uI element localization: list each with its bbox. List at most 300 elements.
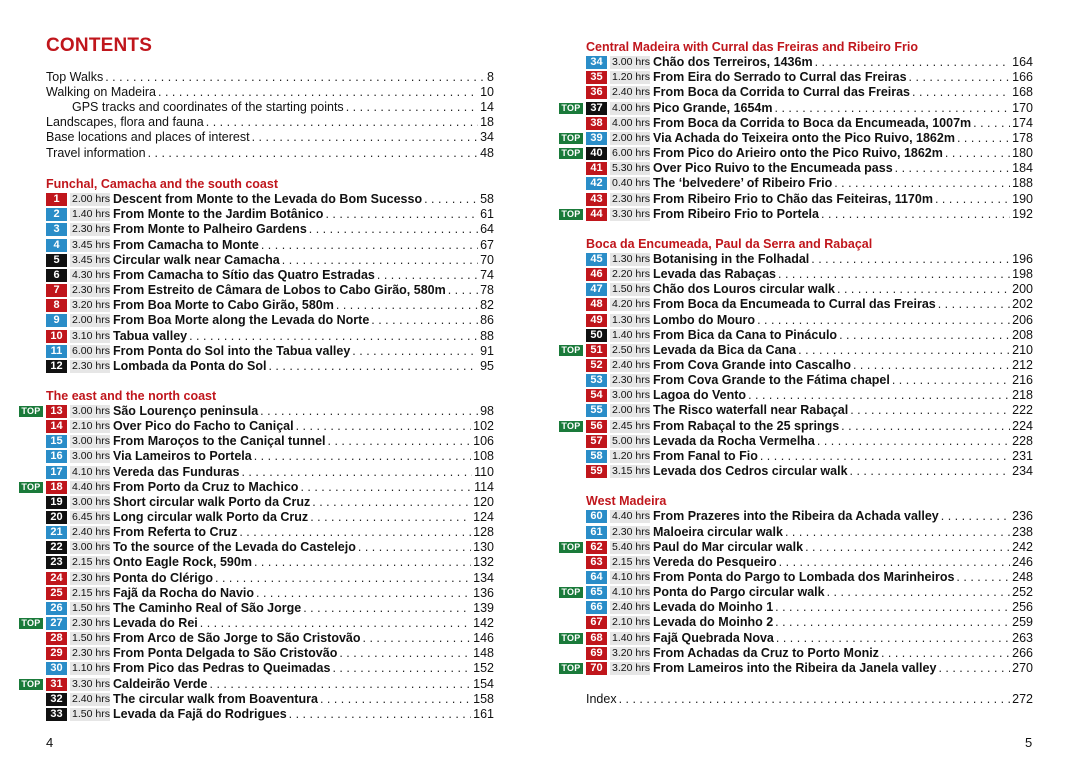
walk-number-badge: 38 <box>586 117 607 130</box>
walk-number-badge: 40 <box>586 147 607 160</box>
contents-entry[interactable] <box>46 146 494 161</box>
walk-page-number: 198 <box>1012 267 1033 282</box>
walk-number-badge: 42 <box>586 177 607 190</box>
walk-title: Botanising in the Folhadal <box>653 251 810 266</box>
walk-entry[interactable] <box>46 646 494 661</box>
walk-entry[interactable] <box>46 495 494 510</box>
walk-number-badge: 64 <box>586 571 607 584</box>
walk-title: Vereda do Pesqueiro <box>653 554 777 569</box>
walk-entry[interactable] <box>46 571 494 586</box>
walk-number-badge: 48 <box>586 298 607 311</box>
walk-entry[interactable] <box>46 268 494 283</box>
dot-leader <box>320 692 471 707</box>
walk-duration: 2.30 hrs <box>72 647 110 660</box>
contents-entry-page: 14 <box>480 100 494 115</box>
dot-leader <box>798 343 1010 358</box>
walk-entry[interactable] <box>46 661 494 676</box>
walk-entry[interactable] <box>586 176 1033 191</box>
dot-leader <box>358 540 471 555</box>
contents-entry-title: Landscapes, flora and fauna <box>46 115 204 130</box>
dot-leader <box>817 434 1010 449</box>
walk-title: Chão dos Louros circular walk <box>653 282 835 297</box>
walk-duration: 3.20 hrs <box>612 646 650 659</box>
walk-entry[interactable] <box>586 631 1033 646</box>
dot-leader <box>289 707 471 722</box>
walk-page-number: 120 <box>473 494 494 509</box>
walk-page-number: 154 <box>473 676 494 691</box>
dot-leader <box>339 646 471 661</box>
walk-title: Levada da Rocha Vermelha <box>653 433 815 448</box>
dot-leader <box>938 297 1010 312</box>
walk-number-badge: 13 <box>46 405 67 418</box>
walk-duration: 3.00 hrs <box>72 495 110 508</box>
walk-entry[interactable] <box>586 146 1033 161</box>
walk-entry[interactable] <box>46 631 494 646</box>
walk-duration: 2.30 hrs <box>72 617 110 629</box>
dot-leader <box>328 434 472 449</box>
walk-title: From Pico do Arieiro onto the Pico Ruivo, 1862m <box>653 146 943 161</box>
walk-entry[interactable] <box>586 646 1033 661</box>
walk-title: From Porto da Cruz to Machico <box>113 479 299 494</box>
walk-duration: 2.00 hrs <box>612 404 650 417</box>
walk-entry[interactable] <box>586 525 1033 540</box>
walk-entry[interactable] <box>46 298 494 313</box>
walk-page-number: 70 <box>480 252 494 267</box>
walk-entry[interactable] <box>586 555 1033 570</box>
walk-page-number: 184 <box>1012 161 1033 176</box>
walk-page-number: 236 <box>1012 509 1033 524</box>
walk-entry[interactable] <box>586 570 1033 585</box>
walk-duration: 2.45 hrs <box>612 419 650 432</box>
walk-entry[interactable] <box>586 661 1033 676</box>
dot-leader <box>619 692 1011 707</box>
dot-leader <box>935 192 1010 207</box>
walk-page-number: 202 <box>1012 297 1033 312</box>
walk-title: From Boca da Corrida to Boca da Encumeada, 1007m <box>653 115 972 130</box>
top-walk-badge: TOP <box>559 663 583 674</box>
walk-duration: 2.10 hrs <box>612 616 650 629</box>
walk-entry[interactable] <box>586 101 1033 116</box>
walk-number-badge: 70 <box>586 662 607 675</box>
walk-entry[interactable] <box>586 282 1033 297</box>
walk-number-badge: 54 <box>586 389 607 402</box>
walk-number-badge: 49 <box>586 314 607 327</box>
walk-duration: 2.30 hrs <box>612 525 650 538</box>
walk-duration: 3.45 hrs <box>72 253 110 266</box>
dot-leader <box>268 359 478 374</box>
top-walk-badge: TOP <box>559 133 583 144</box>
top-walk-badge: TOP <box>559 633 583 644</box>
walk-number-badge: 62 <box>586 541 607 554</box>
walk-page-number: 196 <box>1012 251 1033 266</box>
dot-leader <box>254 449 471 464</box>
contents-entry-title: Walking on Madeira <box>46 85 157 100</box>
walk-number-badge: 15 <box>46 435 67 448</box>
walk-duration: 2.15 hrs <box>72 586 110 599</box>
walk-duration: 3.10 hrs <box>72 329 110 342</box>
contents-entry[interactable] <box>46 130 494 145</box>
page-number: 5 <box>1025 735 1033 750</box>
walk-number-badge: 5 <box>46 254 67 267</box>
walk-duration: 2.50 hrs <box>612 343 650 356</box>
walk-entry[interactable] <box>46 434 494 449</box>
walk-number-badge: 6 <box>46 269 67 282</box>
top-walk-badge: TOP <box>559 209 583 220</box>
dot-leader <box>282 253 478 268</box>
walk-title: From Ponta do Pargo to Lombada dos Marinheiros <box>653 569 955 584</box>
dot-leader <box>346 100 478 115</box>
walk-entry[interactable] <box>46 525 494 540</box>
walk-entry[interactable] <box>46 192 494 207</box>
walk-title: From Ribeiro Frio to Chão das Feiteiras, 1170m <box>653 191 933 206</box>
walk-title: From Boa Morte along the Levada do Norte <box>113 313 370 328</box>
walk-entry[interactable] <box>46 313 494 328</box>
walk-page-number: 242 <box>1012 539 1033 554</box>
walk-number-badge: 2 <box>46 208 67 221</box>
dot-leader <box>256 586 471 601</box>
walk-duration: 2.40 hrs <box>612 601 650 614</box>
walk-number-badge: 69 <box>586 647 607 660</box>
walk-number-badge: 19 <box>46 496 67 509</box>
walk-entry[interactable] <box>586 131 1033 146</box>
contents-entry-title: Travel information <box>46 145 146 160</box>
walk-title: From Monte to the Jardim Botânico <box>113 207 324 222</box>
walk-number-badge: 11 <box>46 345 67 358</box>
contents-entry-title: Top Walks <box>46 70 104 84</box>
dot-leader <box>775 615 1010 630</box>
walk-page-number: 180 <box>1012 146 1033 161</box>
walk-entry[interactable] <box>586 313 1033 328</box>
walk-title: From Bica da Cana to Pináculo <box>653 327 838 342</box>
walk-number-badge: 32 <box>46 693 67 706</box>
contents-entry[interactable] <box>72 100 494 115</box>
section-heading: Boca da Encumeada, Paul da Serra and Rabaçal <box>586 236 873 251</box>
dot-leader <box>215 571 471 586</box>
index-entry[interactable] <box>586 692 1033 707</box>
walk-title: Lombada da Ponta do Sol <box>113 358 267 373</box>
walk-entry[interactable] <box>586 70 1033 85</box>
walk-title: Ponta do Clérigo <box>113 570 213 585</box>
walk-title: The circular walk from Boaventura <box>113 691 318 706</box>
dot-leader <box>424 192 478 207</box>
dot-leader <box>827 585 1011 600</box>
walk-duration: 6.45 hrs <box>72 510 110 523</box>
dot-leader <box>941 509 1010 524</box>
walk-page-number: 168 <box>1012 85 1033 100</box>
walk-entry[interactable] <box>46 283 494 298</box>
walk-title: Fajã da Rocha do Navio <box>113 585 255 600</box>
walk-entry[interactable] <box>46 510 494 525</box>
walk-duration: 6.00 hrs <box>612 147 650 160</box>
top-walk-badge: TOP <box>19 618 43 629</box>
walk-number-badge: 17 <box>46 466 67 479</box>
walk-entry[interactable] <box>586 419 1033 434</box>
dot-leader <box>805 540 1010 555</box>
walk-entry[interactable] <box>586 297 1033 312</box>
dot-leader <box>206 115 478 130</box>
walk-entry[interactable] <box>586 403 1033 418</box>
walk-duration: 3.20 hrs <box>72 299 110 312</box>
dot-leader <box>239 525 471 540</box>
walk-entry[interactable] <box>46 692 494 707</box>
walk-entry[interactable] <box>586 267 1033 282</box>
walk-entry[interactable] <box>586 509 1033 524</box>
walk-page-number: 128 <box>473 525 494 540</box>
dot-leader <box>757 313 1010 328</box>
walk-entry[interactable] <box>46 555 494 570</box>
walk-number-badge: 52 <box>586 359 607 372</box>
walk-title: The Risco waterfall near Rabaçal <box>653 403 849 418</box>
walk-title: From Camacha to Sítio das Quatro Estradas <box>113 267 375 282</box>
walk-entry[interactable] <box>586 55 1033 70</box>
walk-number-badge: 65 <box>586 586 607 599</box>
walk-entry[interactable] <box>46 586 494 601</box>
walk-number-badge: 23 <box>46 556 67 569</box>
walk-title: From Monte to Palheiro Gardens <box>113 222 307 237</box>
walk-entry[interactable] <box>586 540 1033 555</box>
walk-entry[interactable] <box>586 388 1033 403</box>
walk-entry[interactable] <box>586 192 1033 207</box>
dot-leader <box>336 298 478 313</box>
walk-entry[interactable] <box>46 480 494 495</box>
walk-duration: 1.40 hrs <box>612 328 650 341</box>
walk-number-badge: 59 <box>586 465 607 478</box>
walk-page-number: 74 <box>480 267 494 282</box>
walk-duration: 2.10 hrs <box>72 420 110 433</box>
walk-number-badge: 22 <box>46 541 67 554</box>
walk-entry[interactable] <box>586 449 1033 464</box>
walk-number-badge: 46 <box>586 268 607 281</box>
dot-leader <box>957 131 1010 146</box>
contents-entry[interactable] <box>46 115 494 130</box>
walk-duration: 2.00 hrs <box>72 193 110 206</box>
walk-duration: 2.40 hrs <box>612 86 650 99</box>
contents-entry-page: 8 <box>487 70 494 84</box>
walk-duration: 1.50 hrs <box>72 632 110 645</box>
walk-page-number: 188 <box>1012 176 1033 191</box>
walk-entry[interactable] <box>46 359 494 374</box>
walk-duration: 4.00 hrs <box>612 116 650 129</box>
walk-number-badge: 20 <box>46 511 67 524</box>
walk-page-number: 216 <box>1012 373 1033 388</box>
walk-duration: 4.10 hrs <box>72 465 110 478</box>
walk-page-number: 208 <box>1012 327 1033 342</box>
walk-number-badge: 41 <box>586 162 607 175</box>
contents-entry-page: 18 <box>480 115 494 130</box>
walk-entry[interactable] <box>586 585 1033 600</box>
walk-duration: 3.00 hrs <box>612 389 650 402</box>
walk-page-number: 98 <box>480 403 494 418</box>
walk-duration: 2.15 hrs <box>72 556 110 569</box>
walk-duration: 3.30 hrs <box>72 677 110 690</box>
walk-page-number: 231 <box>1012 448 1033 463</box>
dot-leader <box>260 404 478 419</box>
index-page: 272 <box>1012 692 1033 706</box>
walk-page-number: 136 <box>473 585 494 600</box>
walk-title: Caldeirão Verde <box>113 676 208 691</box>
walk-duration: 4.40 hrs <box>612 510 650 523</box>
walk-page-number: 224 <box>1012 418 1033 433</box>
walk-duration: 3.00 hrs <box>72 450 110 463</box>
dot-leader <box>200 616 471 631</box>
dot-leader <box>776 631 1010 646</box>
walk-entry[interactable] <box>46 253 494 268</box>
walk-page-number: 106 <box>473 434 494 449</box>
walk-page-number: 142 <box>473 616 494 630</box>
dot-leader <box>241 465 472 480</box>
dot-leader <box>850 403 1010 418</box>
walk-number-badge: 35 <box>586 71 607 84</box>
walk-entry[interactable] <box>586 434 1033 449</box>
dot-leader <box>189 329 478 344</box>
walk-title: Circular walk near Camacha <box>113 252 280 267</box>
walk-page-number: 152 <box>473 661 494 676</box>
walk-entry[interactable] <box>586 85 1033 100</box>
walk-title: From Rabaçal to the 25 springs <box>653 418 840 433</box>
walk-duration: 1.20 hrs <box>612 71 650 84</box>
walk-entry[interactable] <box>586 464 1033 479</box>
walk-entry[interactable] <box>46 601 494 616</box>
walk-duration: 3.30 hrs <box>612 207 650 220</box>
walk-title: From Ribeiro Frio to Portela <box>653 206 819 221</box>
walk-entry[interactable] <box>586 373 1033 388</box>
walk-number-badge: 51 <box>586 344 607 357</box>
walk-number-badge: 8 <box>46 299 67 312</box>
contents-entry[interactable] <box>46 85 494 100</box>
walk-entry[interactable] <box>586 358 1033 373</box>
walk-entry[interactable] <box>46 616 494 631</box>
walk-number-badge: 37 <box>586 102 607 115</box>
dot-leader <box>821 207 1010 222</box>
walk-number-badge: 33 <box>46 708 67 721</box>
walk-title: From Boca da Corrida to Curral das Freiras <box>653 85 911 100</box>
walk-title: Lagoa do Vento <box>653 388 747 403</box>
walk-entry[interactable] <box>46 329 494 344</box>
walk-entry[interactable] <box>46 404 494 419</box>
walk-entry[interactable] <box>586 116 1033 131</box>
walk-page-number: 132 <box>473 555 494 570</box>
dot-leader <box>300 480 472 495</box>
walk-page-number: 234 <box>1012 464 1033 479</box>
walk-entry[interactable] <box>46 222 494 237</box>
top-walk-badge: TOP <box>559 542 583 553</box>
walk-entry[interactable] <box>46 344 494 359</box>
walk-entry[interactable] <box>46 465 494 480</box>
walk-entry[interactable] <box>586 161 1033 176</box>
walk-duration: 5.30 hrs <box>612 162 650 175</box>
dot-leader <box>839 328 1010 343</box>
walk-page-number: 252 <box>1012 585 1033 600</box>
walk-number-badge: 47 <box>586 283 607 296</box>
walk-number-badge: 1 <box>46 193 67 206</box>
walk-number-badge: 31 <box>46 678 67 691</box>
top-walk-badge: TOP <box>19 679 43 690</box>
walk-number-badge: 56 <box>586 420 607 433</box>
walk-duration: 1.50 hrs <box>72 601 110 614</box>
dot-leader <box>254 555 471 570</box>
dot-leader <box>748 388 1010 403</box>
walk-page-number: 166 <box>1012 70 1033 85</box>
walk-page-number: 238 <box>1012 524 1033 539</box>
walk-duration: 2.00 hrs <box>72 314 110 327</box>
walk-number-badge: 45 <box>586 253 607 266</box>
walk-entry[interactable] <box>586 615 1033 630</box>
walk-duration: 2.15 hrs <box>612 555 650 568</box>
walk-page-number: 139 <box>473 600 494 615</box>
walk-page-number: 206 <box>1012 312 1033 327</box>
walk-number-badge: 63 <box>586 556 607 569</box>
walk-page-number: 67 <box>480 237 494 252</box>
dot-leader <box>210 677 472 692</box>
dot-leader <box>956 570 1010 585</box>
dot-leader <box>785 525 1010 540</box>
walk-title: From Pico das Pedras to Queimadas <box>113 661 331 676</box>
dot-leader <box>815 55 1011 70</box>
walk-entry[interactable] <box>46 207 494 222</box>
dot-leader <box>973 116 1010 131</box>
walk-page-number: 161 <box>473 706 494 721</box>
dot-leader <box>895 161 1010 176</box>
walk-entry[interactable] <box>46 540 494 555</box>
dot-leader <box>834 176 1010 191</box>
walk-duration: 5.40 hrs <box>612 540 650 553</box>
walk-entry[interactable] <box>586 207 1033 222</box>
dot-leader <box>448 283 478 298</box>
dot-leader <box>309 222 478 237</box>
walk-page-number: 91 <box>480 343 494 358</box>
page-title: CONTENTS <box>46 35 153 56</box>
walk-number-badge: 50 <box>586 329 607 342</box>
page-number: 4 <box>46 735 54 750</box>
walk-entry[interactable] <box>586 328 1033 343</box>
walk-title: From Estreito de Câmara de Lobos to Cabo Girão, 580m <box>113 283 446 298</box>
walk-entry[interactable] <box>586 343 1033 358</box>
walk-number-badge: 9 <box>46 314 67 327</box>
walk-title: Chão dos Terreiros, 1436m <box>653 55 813 70</box>
walk-number-badge: 30 <box>46 662 67 675</box>
walk-duration: 2.30 hrs <box>612 192 650 205</box>
walk-page-number: 259 <box>1012 615 1033 630</box>
walk-entry[interactable] <box>46 707 494 722</box>
dot-leader <box>158 85 478 100</box>
walk-duration: 3.00 hrs <box>72 541 110 554</box>
walk-duration: 1.50 hrs <box>612 283 650 296</box>
walk-entry[interactable] <box>46 238 494 253</box>
walk-title: Via Achada do Teixeira onto the Pico Ruivo, 1862m <box>653 130 955 145</box>
dot-leader <box>332 661 471 676</box>
walk-duration: 4.20 hrs <box>612 298 650 311</box>
walk-title: Long circular walk Porto da Cruz <box>113 509 309 524</box>
walk-entry[interactable] <box>46 419 494 434</box>
dot-leader <box>779 555 1010 570</box>
walk-entry[interactable] <box>46 677 494 692</box>
walk-title: Over Pico Ruivo to the Encumeada pass <box>653 161 893 176</box>
walk-entry[interactable] <box>46 449 494 464</box>
contents-entry[interactable] <box>46 70 494 85</box>
walk-entry[interactable] <box>586 252 1033 267</box>
walk-duration: 1.10 hrs <box>72 662 110 675</box>
walk-page-number: 218 <box>1012 388 1033 403</box>
dot-leader <box>945 146 1010 161</box>
walk-title: Tabua valley <box>113 328 188 343</box>
walk-page-number: 78 <box>480 283 494 298</box>
walk-entry[interactable] <box>586 600 1033 615</box>
walk-page-number: 108 <box>473 449 494 464</box>
walk-page-number: 263 <box>1012 630 1033 645</box>
walk-title: From Fanal to Fio <box>653 448 758 463</box>
walk-page-number: 148 <box>473 646 494 661</box>
walk-duration: 3.00 hrs <box>72 404 110 417</box>
